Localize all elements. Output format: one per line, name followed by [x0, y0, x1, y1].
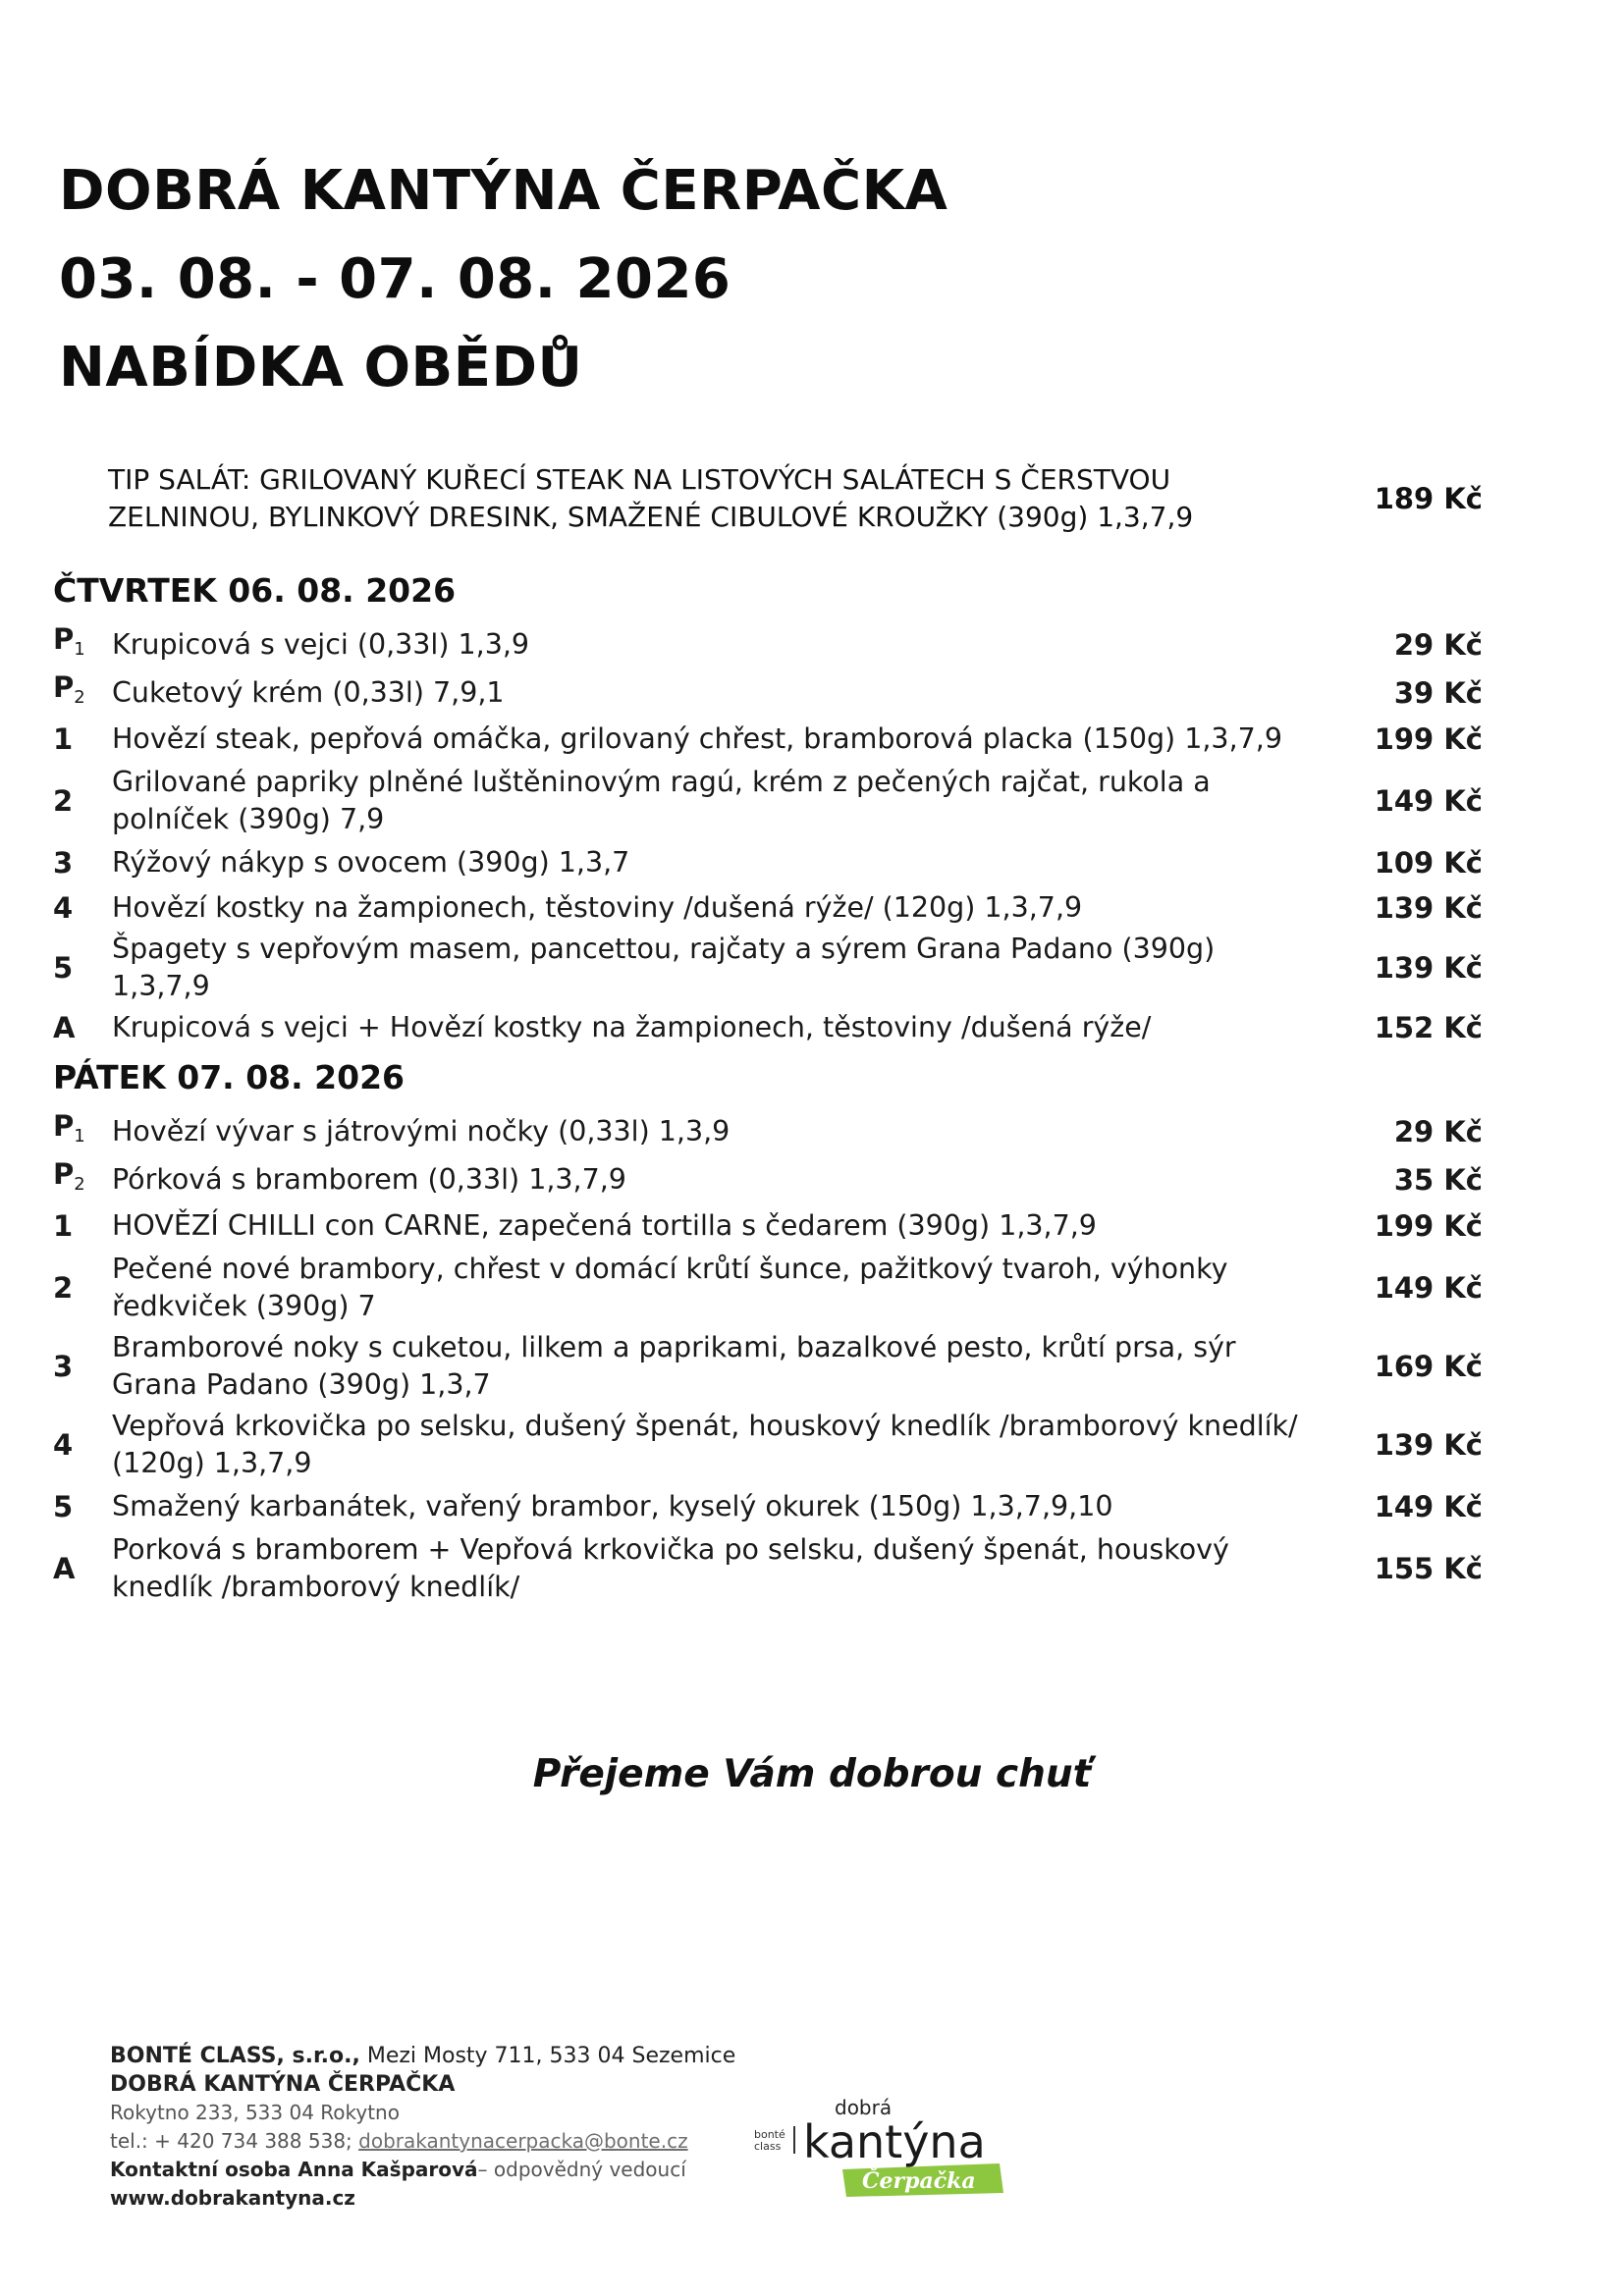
menu-item-description: Smažený karbanátek, vařený brambor, kyselý okurek (150g) 1,3,7,9,10	[112, 1490, 1113, 1522]
tip-salad-line-2: ZELNINOU, BYLINKOVÝ DRESINK, SMAŽENÉ CIBULOVÉ KROUŽKY (390g) 1,3,7,9	[108, 501, 1194, 533]
menu-item-row	[49, 931, 1483, 1005]
menu-item-description: Porková s bramborem + Vepřová krkovička po selsku, dušený špenát, houskový knedlík /bramborový knedlík/	[112, 1533, 1229, 1603]
menu-item-row	[49, 1249, 1483, 1327]
menu-item-description: Bramborové noky s cuketou, lilkem a paprikami, bazalkové pesto, krůtí prsa, sýr Grana Padano (390g) 1,3,7	[112, 1331, 1236, 1401]
closing-wish: Přejeme Vám dobrou chuť	[532, 1752, 1092, 1796]
menu-item-row	[49, 620, 1483, 668]
menu-item-price: 139 Kč	[1374, 951, 1483, 985]
menu-item-description: Vepřová krkovička po selsku, dušený špenát, houskový knedlík /bramborový knedlík/ (120g) 1,3,7,9	[112, 1410, 1298, 1479]
menu-item-code-subscript: 2	[74, 1174, 85, 1195]
menu-item-description: Hovězí vývar s játrovými nočky (0,33l) 1,3,9	[112, 1114, 731, 1148]
menu-item-row	[49, 1327, 1483, 1406]
menu-item-code	[49, 782, 112, 820]
menu-item-code-letter: A	[53, 1011, 76, 1044]
menu-item-description: Špagety s vepřovým masem, pancettou, rajčaty a sýrem Grana Padano (390g) 1,3,7,9	[112, 933, 1216, 1002]
menu-item-code	[49, 1009, 112, 1046]
footer-venue: DOBRÁ KANTÝNA ČERPAČKA	[110, 2072, 456, 2097]
menu-item-code	[49, 1269, 112, 1307]
menu-item-price: 35 Kč	[1393, 1162, 1483, 1197]
menu-item-price: 199 Kč	[1374, 1209, 1483, 1243]
day-heading: ČTVRTEK 06. 08. 2026	[53, 571, 457, 610]
title-date-range: 03. 08. - 07. 08. 2026	[59, 247, 731, 311]
menu-item-row	[49, 1484, 1483, 1529]
tip-salad	[49, 452, 1483, 546]
logo-kantyna-text: kantýna	[803, 2115, 986, 2168]
menu-item-row	[49, 1203, 1483, 1249]
menu-item-code	[49, 1550, 112, 1587]
menu-item-price: 152 Kč	[1374, 1011, 1483, 1044]
days-list	[49, 567, 1483, 1608]
menu-item-code	[49, 844, 112, 881]
menu-item-code-letter: 1	[53, 1209, 74, 1243]
menu-item-price: 39 Kč	[1393, 675, 1483, 710]
menu-item-row	[49, 1005, 1483, 1050]
menu-item-price: 169 Kč	[1374, 1350, 1483, 1383]
menu-item-code-letter: 5	[53, 951, 74, 985]
menu-item-code	[49, 889, 112, 927]
menu-item-description: Cuketový krém (0,33l) 7,9,1	[112, 675, 505, 709]
footer-contact-role: – odpovědný vedoucí	[477, 2158, 686, 2181]
menu-item-row	[49, 1107, 1483, 1155]
menu-item-description: Pórková s bramborem (0,33l) 1,3,7,9	[112, 1162, 626, 1196]
footer-contact-name: Kontaktní osoba Anna Kašparová	[110, 2158, 478, 2181]
menu-item-price: 149 Kč	[1374, 1271, 1483, 1305]
footer-email-link[interactable]: dobrakantynacerpacka@bonte.cz	[358, 2129, 688, 2153]
menu-item-price: 139 Kč	[1374, 1428, 1483, 1462]
menu-item-description: Hovězí kostky na žampionech, těstoviny /dušená rýže/ (120g) 1,3,7,9	[112, 891, 1083, 924]
menu-item-code	[49, 668, 112, 717]
menu-item-code-letter: 3	[53, 846, 74, 880]
menu-item-code-letter: 2	[53, 784, 74, 818]
footer-contact	[110, 2042, 735, 2213]
menu-item-price: 155 Kč	[1374, 1552, 1483, 1585]
menu-item-description: Pečené nové brambory, chřest v domácí krůtí šunce, pažitkový tvaroh, výhonky ředkviček (390g) 7	[112, 1253, 1228, 1322]
footer-phone-line	[110, 2127, 735, 2156]
menu-item-row	[49, 1155, 1483, 1203]
menu-item-row	[49, 717, 1483, 762]
menu-item-code-letter: 4	[53, 891, 74, 925]
menu-item-price: 149 Kč	[1374, 784, 1483, 818]
menu-item-description: Hovězí steak, pepřová omáčka, grilovaný chřest, bramborová placka (150g) 1,3,7,9	[112, 722, 1282, 755]
logo-bonte-text: bonté	[754, 2128, 785, 2141]
tip-salad-price: 189 Kč	[1374, 482, 1483, 515]
menu-item-row	[49, 762, 1483, 840]
footer-company-address: Mezi Mosty 711, 533 04 Sezemice	[359, 2044, 736, 2068]
menu-item-row	[49, 668, 1483, 717]
menu-item-code-letter: A	[53, 1552, 76, 1585]
menu-item-code-letter: 3	[53, 1350, 74, 1383]
menu-item-row	[49, 885, 1483, 931]
tip-salad-line-1: TIP SALÁT: GRILOVANÝ KUŘECÍ STEAK NA LISTOVÝCH SALÁTECH S ČERSTVOU	[108, 463, 1171, 496]
menu-item-price: 29 Kč	[1393, 1114, 1483, 1148]
menu-item-code-letter: P	[53, 1109, 75, 1143]
menu-item-code-letter: P	[53, 670, 75, 704]
footer-contact-person	[110, 2156, 735, 2184]
menu-item-row	[49, 1529, 1483, 1608]
menu-item-code-subscript: 1	[74, 1126, 85, 1147]
menu-item-code	[49, 1207, 112, 1245]
menu-item-code	[49, 949, 112, 987]
menu-item-description: Grilované papriky plněné luštěninovým ragú, krém z pečených rajčat, rukola a polníček (390g) 7,9	[112, 766, 1211, 835]
menu-item-code-letter: P	[53, 1157, 75, 1191]
logo-dobra-text: dobrá	[835, 2096, 893, 2119]
lunch-menu	[49, 452, 1483, 1608]
footer-phone: tel.: + 420 734 388 538;	[110, 2129, 352, 2153]
menu-item-price: 149 Kč	[1374, 1490, 1483, 1523]
page-title	[59, 147, 947, 412]
day-section	[49, 1054, 1483, 1608]
menu-item-code	[49, 1348, 112, 1385]
day-section	[49, 567, 1483, 1050]
menu-item-price: 199 Kč	[1374, 722, 1483, 756]
logo-class-text: class	[754, 2140, 782, 2153]
menu-item-code-letter: 5	[53, 1490, 74, 1523]
menu-item-code-letter: P	[53, 622, 75, 656]
menu-item-code	[49, 1107, 112, 1155]
menu-item-code-letter: 1	[53, 722, 74, 756]
kantyna-logo	[752, 2089, 1047, 2197]
menu-item-code-subscript: 2	[74, 687, 85, 708]
menu-item-row	[49, 1406, 1483, 1484]
menu-item-code-letter: 4	[53, 1428, 74, 1462]
menu-item-code-subscript: 1	[74, 639, 85, 660]
title-venue: DOBRÁ KANTÝNA ČERPAČKA	[59, 159, 948, 223]
menu-item-code	[49, 1155, 112, 1203]
menu-item-price: 109 Kč	[1374, 846, 1483, 880]
logo-divider	[793, 2126, 795, 2154]
footer-company: BONTÉ CLASS, s.r.o.,	[110, 2044, 360, 2068]
menu-item-code	[49, 620, 112, 668]
menu-item-price: 139 Kč	[1374, 891, 1483, 925]
day-heading: PÁTEK 07. 08. 2026	[53, 1058, 405, 1096]
menu-item-description: Krupicová s vejci + Hovězí kostky na žampionech, těstoviny /dušená rýže/	[112, 1011, 1152, 1043]
footer-website-link[interactable]: www.dobrakantyna.cz	[110, 2186, 355, 2210]
menu-item-description: HOVĚZÍ CHILLI con CARNE, zapečená tortilla s čedarem (390g) 1,3,7,9	[112, 1209, 1097, 1242]
menu-item-code	[49, 1426, 112, 1464]
menu-item-row	[49, 840, 1483, 885]
menu-item-price: 29 Kč	[1393, 627, 1483, 662]
menu-item-description: Rýžový nákyp s ovocem (390g) 1,3,7	[112, 846, 630, 879]
tip-salad-description	[108, 461, 1335, 536]
footer-company-line	[110, 2042, 735, 2070]
menu-item-code	[49, 721, 112, 758]
menu-item-description: Krupicová s vejci (0,33l) 1,3,9	[112, 627, 530, 661]
logo-cerpacka-text: Čerpačka	[862, 2168, 976, 2194]
title-offer: NABÍDKA OBĚDŮ	[59, 336, 583, 400]
footer-venue-address: Rokytno 233, 533 04 Rokytno	[110, 2101, 400, 2124]
menu-item-code-letter: 2	[53, 1271, 74, 1305]
menu-item-code	[49, 1488, 112, 1525]
